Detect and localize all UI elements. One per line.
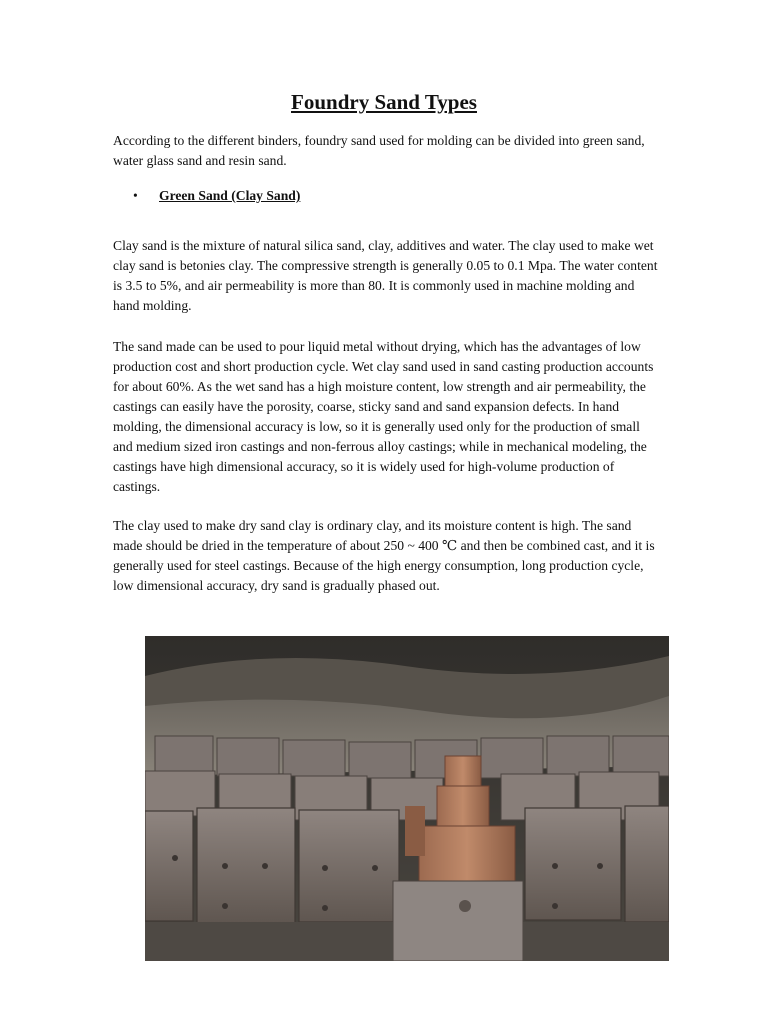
bullet-heading: Green Sand (Clay Sand): [159, 188, 301, 203]
intro-paragraph: According to the different binders, foundry sand used for molding can be divided into green sand, water glass sand and resin sand.: [113, 133, 645, 168]
paragraph-dry-sand: The clay used to make dry sand clay is ordinary clay, and its moisture content is high. The sand made should be dried in the temperature of about 250 ~ 400 ℃ and then be combined cast, and it is generally used for steel castings. Because of the high energy consumption, long production cycle, low dimensional accuracy, dry sand is gradually phased out.: [113, 518, 655, 593]
bullet-item-green-sand: [133, 186, 300, 206]
bullet-marker: •: [133, 188, 138, 203]
paragraph-wet-sand: The sand made can be used to pour liquid metal without drying, which has the advantages of low production cost and short production cycle. Wet clay sand used in sand casting production accounts for about 60%. As the wet sand has a high moisture content, low strength and air permeability, the castings can easily have the porosity, coarse, sticky sand and sand expansion defects. In hand molding, the dimensional accuracy is low, so it is generally used only for the production of small and medium sized iron castings and non-ferrous alloy castings; while in mechanical modeling, the castings have high dimensional accuracy, so it is widely used for high-volume production of castings.: [113, 339, 654, 494]
foundry-molding-flasks-photo: [145, 636, 669, 961]
photo-illustration: [145, 636, 669, 961]
paragraph-clay-sand: Clay sand is the mixture of natural silica sand, clay, additives and water. The clay used to make wet clay sand is betonies clay. The compressive strength is generally 0.05 to 0.1 Mpa. The water content is 3.5 to 5%, and air permeability is more than 80. It is commonly used in machine molding and hand molding.: [113, 238, 658, 313]
page-title: Foundry Sand Types: [291, 90, 477, 114]
